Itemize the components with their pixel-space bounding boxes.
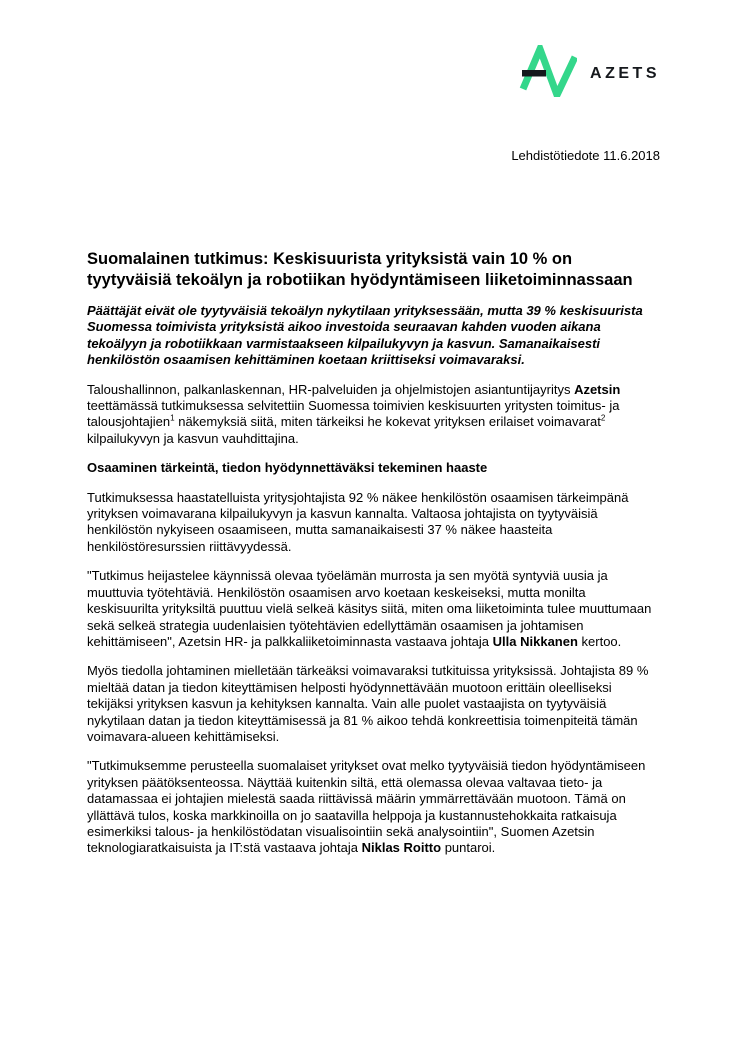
emphasis-text: Azetsin	[574, 381, 621, 397]
article	[87, 249, 660, 857]
section-heading: Osaaminen tärkeintä, tiedon hyödynnettäväksi tekeminen haaste	[87, 460, 488, 476]
azets-logo-wordmark: AZETS	[590, 65, 660, 82]
masthead	[87, 45, 660, 164]
body-paragraph	[87, 663, 660, 745]
text-run: Taloushallinnon, palkanlaskennan, HR-palveluiden ja ohjelmistojen asiantuntijayritys	[87, 381, 575, 397]
text-run: "Tutkimus heijastelee käynnissä olevaa työelämän murrosta ja sen myötä syntyviä uusia ja muuttuvia työtehtäviä. Henkilöstön osaamisen arvo koetaan keskeiseksi, mutta monilta keskisuurilta yrityksiltä puuttuu vielä selkeä käsitys siitä, miten oma liiketoiminta tulee muuttumaan sekä selkeä strategia uudenlaisien työtehtävien edellyttämän osaamisen ja johtamisen kehittämiseen", Azetsin HR- ja palkkaliiketoiminnasta vastaava johtaja	[87, 568, 652, 649]
emphasis-text: Niklas Roitto	[361, 840, 442, 856]
text-run: kertoo.	[577, 633, 622, 649]
text-run: Tutkimuksessa haastatelluista yritysjohtajista 92 % näkee henkilöstön osaamisen tärkeimpänä yrityksen voimavarana kilpailukyvyn ja kasvun kannalta. Valtaosa johtajista on tyytyväisiä henkilöstön nykyiseen osaamiseen, mutta samanaikaisesti 37 % näkee haasteita henkilöstöresurssien riittävyydessä.	[87, 489, 629, 554]
azets-logo-mark-icon	[519, 45, 577, 97]
article-title: Suomalainen tutkimus: Keskisuurista yrityksistä vain 10 % on tyytyväisiä tekoälyn ja robotiikan hyödyntämiseen liiketoiminnassaan	[87, 250, 633, 289]
body-paragraph	[87, 758, 660, 856]
footnote-marker: 2	[600, 414, 606, 424]
azets-logo	[519, 45, 660, 97]
dateline: Lehdistötiedote 11.6.2018	[511, 148, 660, 163]
body-paragraph	[87, 568, 660, 650]
logo-crossbar	[522, 70, 546, 77]
text-run: näkemyksiä siitä, miten tärkeiksi he kokevat yrityksen erilaiset voimavarat	[174, 414, 601, 430]
text-run: puntaroi.	[441, 840, 496, 856]
text-run: "Tutkimuksemme perusteella suomalaiset yritykset ovat melko tyytyväisiä tiedon hyödyntämiseen yrityksen päätöksenteossa. Näyttää kuitenkin siltä, että olemassa olevaa valtavaa tieto- ja datamassaa ei johtajien mielestä saada riittävissä määrin ymmärrettävään muotoon. Tämä on yllättävä tulos, koska markkinoilla on jo saatavilla helppoja ja kustannustehokkaita ratkaisuja esimerkiksi talous- ja henkilöstödatan visualisointiin sekä analysointiin", Suomen Azetsin teknologiaratkaisuista ja IT:stä vastaava johtaja	[87, 758, 646, 856]
body-paragraph	[87, 382, 660, 448]
text-run: kilpailukyvyn ja kasvun vauhdittajina.	[87, 430, 299, 446]
text-run: Myös tiedolla johtaminen mielletään tärkeäksi voimavaraksi tutkituissa yrityksissä. Johtajista 89 % mieltää datan ja tiedon kiteyttämisen helposti hyödynnettävään muotoon erittäin oleelliseksi tekijäksi yrityksen kasvun ja kehityksen kannalta. Vain alle puolet vastaajista on tyytyväisiä nykytilaan datan ja tiedon kiteyttämisessä ja 81 % aikoo tehdä konkreettisia toimenpiteitä tämän voimavara-alueen kehittämiseksi.	[87, 663, 649, 744]
lead-paragraph: Päättäjät eivät ole tyytyväisiä tekoälyn nykytilaan yrityksessään, mutta 39 % keskisuurista Suomessa toimivista yrityksistä aikoo investoida seuraavan kahden vuoden aikana tekoälyyn ja robotiikkaan varmistaakseen kilpailukyvyn ja kasvun. Samanaikaisesti henkilöstön osaamisen kehittäminen koetaan kriittiseksi voimavaraksi.	[87, 303, 643, 368]
emphasis-text: Ulla Nikkanen	[492, 633, 578, 649]
article-body	[87, 382, 660, 857]
body-paragraph	[87, 490, 660, 556]
text-run: teettämässä tutkimuksessa selvitettiin Suomessa toimivien keskisuurten yritysten toimitus- ja talousjohtajien	[87, 398, 620, 430]
footnote-marker: 1	[170, 414, 175, 424]
